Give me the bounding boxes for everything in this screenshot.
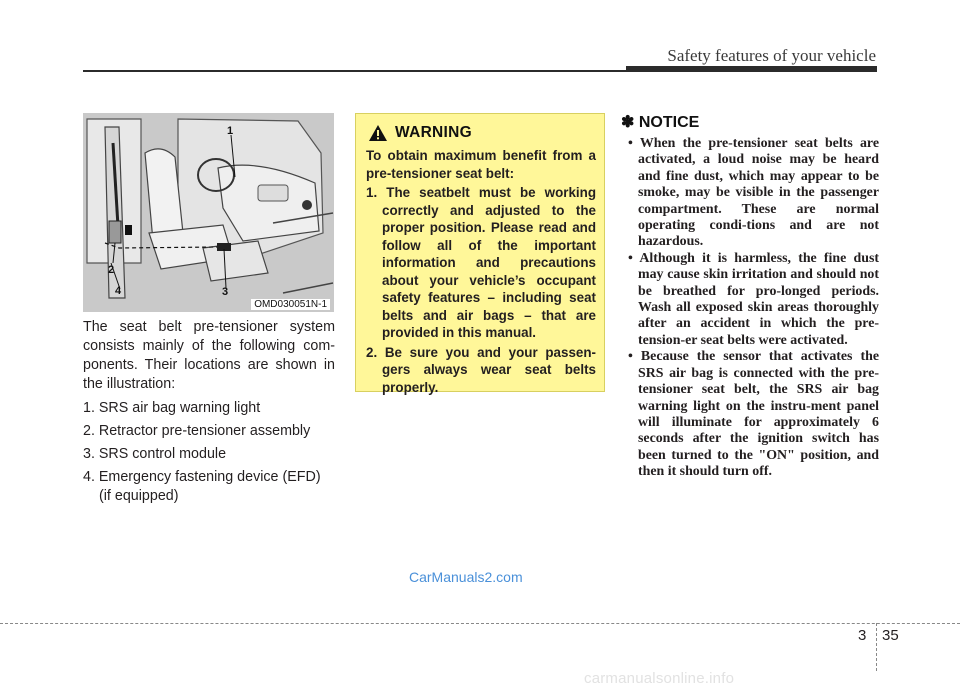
notice-item: • Because the sensor that activates the SRS air bag is connected with the pre-tensioner seat belt, the SRS air bag warning light on the instru-ment panel will illuminate for approximately 6 seconds after the ignition switch has been turned to the "ON" position, and then it should turn off. xyxy=(621,349,879,480)
component-list xyxy=(83,399,335,506)
warning-item: 1. The seatbelt must be working correctly and adjusted to the proper position. Please read and follow all of the important information and precautions about your vehicle’s occupant safety features – including seat belts and air bags – that are provided in this manual. xyxy=(366,185,596,340)
component-item: 2. Retractor pre-tensioner assembly xyxy=(83,423,311,439)
footer-divider xyxy=(876,623,877,671)
carmanuals-watermark: CarManuals2.com xyxy=(409,569,523,585)
warning-title: WARNING xyxy=(395,124,473,141)
page-number: 35 xyxy=(882,627,899,644)
body-text xyxy=(83,318,335,510)
footer-rule xyxy=(0,623,960,624)
pretensioner-illustration xyxy=(83,113,334,312)
site-watermark: carmanualsonline.info xyxy=(584,670,735,687)
warning-header xyxy=(368,124,596,142)
callout-2: 2 xyxy=(108,264,115,276)
notice-section xyxy=(621,112,879,481)
notice-heading xyxy=(621,112,879,132)
warning-list xyxy=(366,184,596,396)
component-item: 4. Emergency fastening device (EFD) (if equipped) xyxy=(83,469,321,504)
page-header-title: Safety features of your vehicle xyxy=(667,46,876,65)
car-interior-drawing xyxy=(83,113,334,312)
warning-item: 2. Be sure you and your passen-gers always wear seat belts properly. xyxy=(366,344,596,395)
component-item: 1. SRS air bag warning light xyxy=(83,400,261,416)
component-item: 3. SRS control module xyxy=(83,446,227,462)
callout-3: 3 xyxy=(222,286,229,298)
header-rule-accent xyxy=(626,66,877,72)
notice-title: NOTICE xyxy=(638,114,700,131)
notice-symbol-icon: ✽ xyxy=(621,114,635,131)
warning-intro: To obtain maximum benefit from a pre-tensioner seat belt: xyxy=(366,148,596,181)
callout-4: 4 xyxy=(115,285,122,297)
warning-triangle-icon xyxy=(368,124,388,142)
figure-code: OMD030051N-1 xyxy=(251,299,330,310)
notice-item: • When the pre-tensioner seat belts are activated, a loud noise may be heard and fine dust, which may appear to be smoke, may be visible in the passenger compartment. These are normal operating condi-tions and are not hazardous. xyxy=(621,136,879,251)
notice-list xyxy=(621,136,879,481)
warning-box xyxy=(355,113,605,395)
callout-1: 1 xyxy=(227,125,234,137)
body-intro: The seat belt pre-tensioner system consists mainly of the following com-ponents. Their locations are shown in the illustration: xyxy=(83,319,335,392)
notice-item: • Although it is harmless, the fine dust may cause skin irritation and should not be breathed for pro-longed periods. Wash all exposed skin areas thoroughly after an accident in which the pre-tension-er seat belts were activated. xyxy=(621,251,879,349)
chapter-number: 3 xyxy=(858,627,867,644)
